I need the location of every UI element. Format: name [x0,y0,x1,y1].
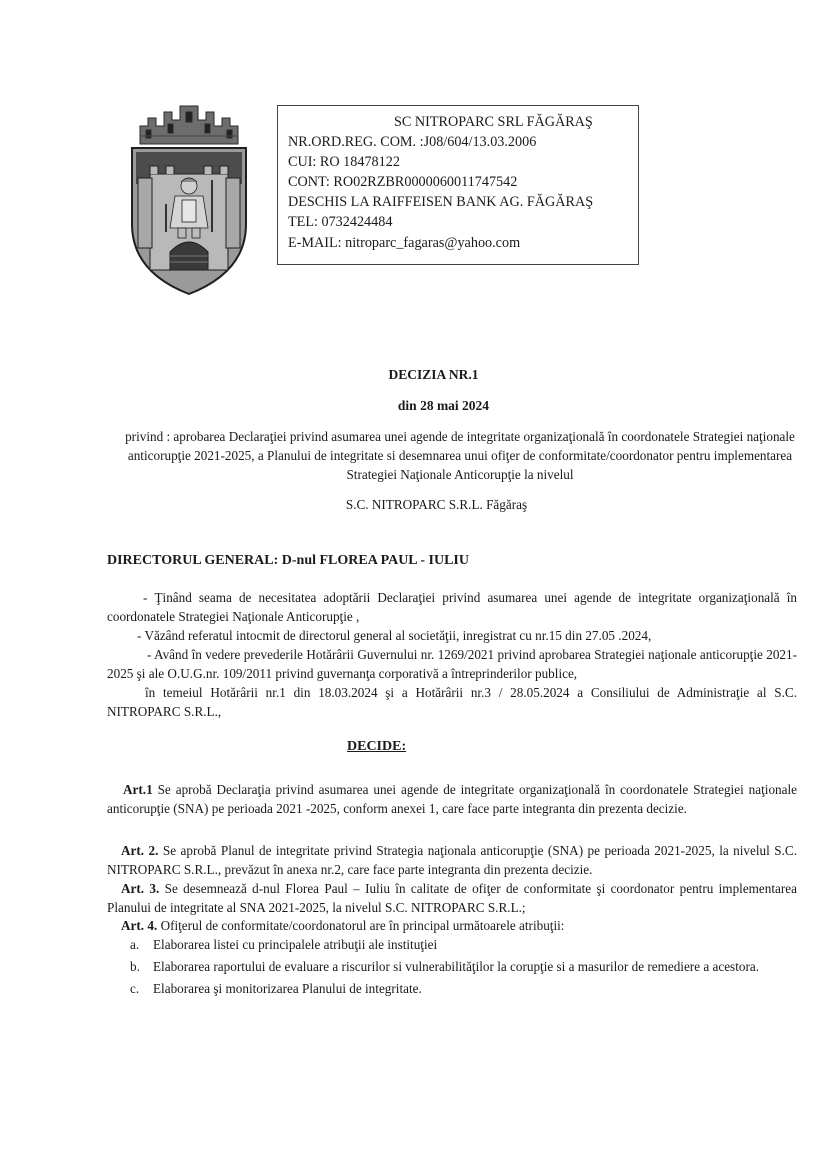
article-text: Se aprobă Planul de integritate privind Strategia naţionala anticorupţie (SNA) pe perioada 2021-2025, la nivelul S.C. NITROPARC S.R.L., prevăzut în anexa nr.2, care face parte integranta din prezenta decizie. [107,843,797,878]
trade-register-number: NR.ORD.REG. COM. :J08/604/13.03.2006 [288,134,537,151]
coat-of-arms-logo [128,104,250,296]
cui-number: CUI: RO 18478122 [288,154,400,171]
article-label: Art. 4. [121,918,158,933]
company-name: SC NITROPARC SRL FĂGĂRAŞ [394,114,593,130]
bank-account: CONT: RO02RZBR0000060011747542 [288,174,518,191]
article-1 [107,780,797,818]
list-item-text: Elaborarea listei cu principalele atribuţii ale instituţiei [153,937,438,952]
article-text: Se desemnează d-nul Florea Paul – Iuliu în calitate de ofiţer de conformitate şi coordonator pentru implementarea Planului de integritate al SNA 2021-2025, la nivelul S.C. NITROPARC S.R.L.; [107,881,797,916]
decision-title: DECIZIA NR.1 [388,367,479,382]
article-label: Art.1 [123,782,153,797]
consideration-1: - Ţinând seama de necesitatea adoptării Declaraţiei privind asumarea unei agende de integritate organizaţională în coordonatele Strategiei Naţionale Anticorupţie , [107,590,797,625]
list-item-text: Elaborarea raportului de evaluare a riscurilor si vulnerabilităţilor la corupţie si a masurilor de remediere a acestora. [153,959,759,974]
phone-number: TEL: 0732424484 [288,214,393,231]
list-item-text: Elaborarea şi monitorizarea Planului de integritate. [153,981,422,996]
article-label: Art. 2. [121,843,159,858]
article-3 [107,879,797,917]
list-marker: a. [130,937,140,952]
list-item [130,957,790,976]
decision-date: din 28 mai 2024 [397,398,490,413]
article-4 [107,916,797,935]
company-header-box [277,105,639,265]
consideration-4: în temeiul Hotărârii nr.1 din 18.03.2024 şi a Hotărârii nr.3 / 28.05.2024 a Consiliului de Administraţie al S.C. NITROPARC S.R.L., [107,685,797,720]
email-address: E-MAIL: nitroparc_fagaras@yahoo.com [288,234,521,251]
consideration-3: - Având în vedere prevederile Hotărârii Guvernului nr. 1269/2021 privind aprobarea Strategiei naţionale anticorupţie 2021-2025 şi ale O.U.G.nr. 109/2011 privind guvernanţa corporativă a întreprinderilor publice, [107,647,797,682]
mural-crown-icon [140,106,238,144]
duties-list [130,935,790,1001]
list-marker: c. [130,981,140,996]
article-text: Ofiţerul de conformitate/coordonatorul are în principal următoarele atribuţii: [157,918,565,933]
consideration-2: - Văzând referatul intocmit de directorul general al societăţii, inregistrat cu nr.15 din 27.05 .2024, [137,628,652,643]
decide-heading: DECIDE: [347,739,407,754]
decision-subject: privind : aprobarea Declaraţiei privind asumarea unei agende de integritate organizaţională în coordonatele Strategiei naţionale anticorupţie 2021-2025, a Planului de integritate si desemnarea unui ofiţer de conformitate/coordonator pentru implementarea Strategiei Naţionale Anticorupţie la nivelul [125,429,795,483]
list-item [130,979,790,998]
article-label: Art. 3. [121,881,160,896]
article-2 [107,841,797,879]
list-marker: b. [130,959,140,974]
bank-name: DESCHIS LA RAIFFEISEN BANK AG. FĂGĂRAŞ [288,194,594,211]
list-item [130,935,790,954]
company-line: S.C. NITROPARC S.R.L. Făgăraş [345,497,528,512]
director-heading: DIRECTORUL GENERAL: D-nul FLOREA PAUL - IULIU [107,553,469,568]
article-text: Se aprobă Declaraţia privind asumarea unei agende de integritate organizaţională în coordonatele Strategiei naţionale anticorupţie (SNA) pe perioada 2021 -2025, conform anexei 1, care face parte integranta din prezenta decizie. [107,782,797,817]
